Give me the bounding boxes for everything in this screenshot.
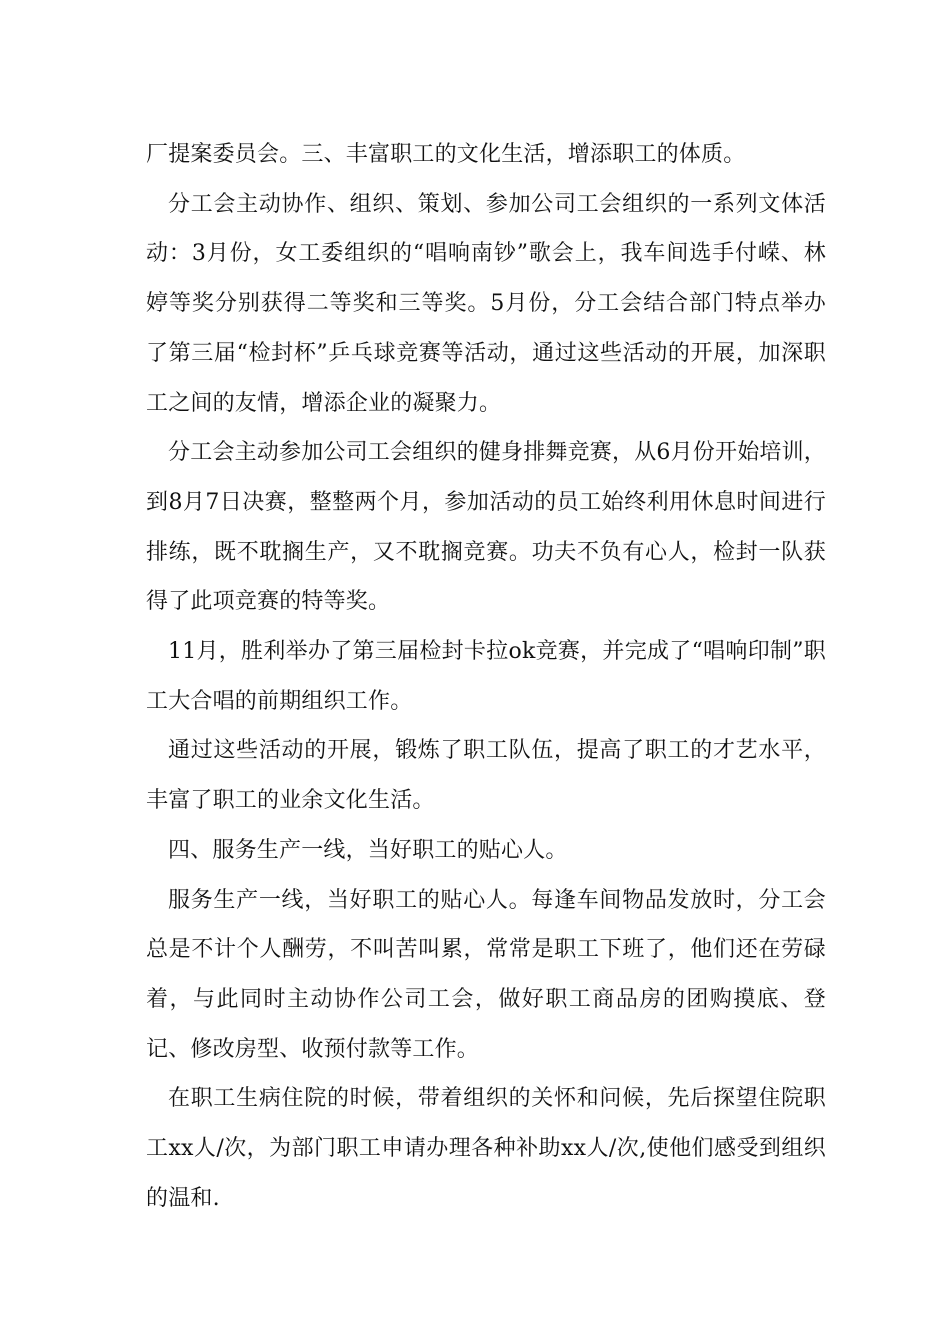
paragraph-3: 分工会主动参加公司工会组织的健身排舞竞赛，从6月份开始培训，到8月7日决赛，整整两个月，参加活动的员工始终利用休息时间进行排练，既不耽搁生产，又不耽搁竞赛。功夫不负有心人，检封一队获得了此项竞赛的特等奖。 — [146, 440, 826, 615]
paragraph-4: 11月，胜利举办了第三届检封卡拉ok竞赛，并完成了“唱响印制”职工大合唱的前期组织工作。 — [146, 639, 826, 714]
paragraph-6: 服务生产一线，当好职工的贴心人。每逢车间物品发放时，分工会总是不计个人酬劳，不叫苦叫累，常常是职工下班了，他们还在劳碌着，与此同时主动协作公司工会，做好职工商品房的团购摸底、登记、修改房型、收预付款等工作。 — [146, 887, 826, 1062]
section-heading: 四、服务生产一线，当好职工的贴心人。 — [168, 837, 568, 863]
paragraph-5: 通过这些活动的开展，锻炼了职工队伍，提高了职工的才艺水平，丰富了职工的业余文化生活。 — [146, 738, 826, 814]
paragraph-7: 在职工生病住院的时候，带着组织的关怀和问候，先后探望住院职工xx人/次，为部门职工申请办理各种补助xx人/次,使他们感受到组织的温和. — [146, 1086, 826, 1211]
paragraph-1: 厂提案委员会。三、丰富职工的文化生活，增添职工的体质。 — [146, 142, 746, 167]
document-body — [146, 130, 826, 1223]
paragraph-2: 分工会主动协作、组织、策划、参加公司工会组织的一系列文体活动：3月份，女工委组织的“唱响南钞”歌会上，我车间选手付嵘、林婷等奖分别获得二等奖和三等奖。5月份，分工会结合部门特点举办了第三届“检封杯”乒乓球竞赛等活动，通过这些活动的开展，加深职工之间的友情，增添企业的凝聚力。 — [146, 191, 826, 416]
